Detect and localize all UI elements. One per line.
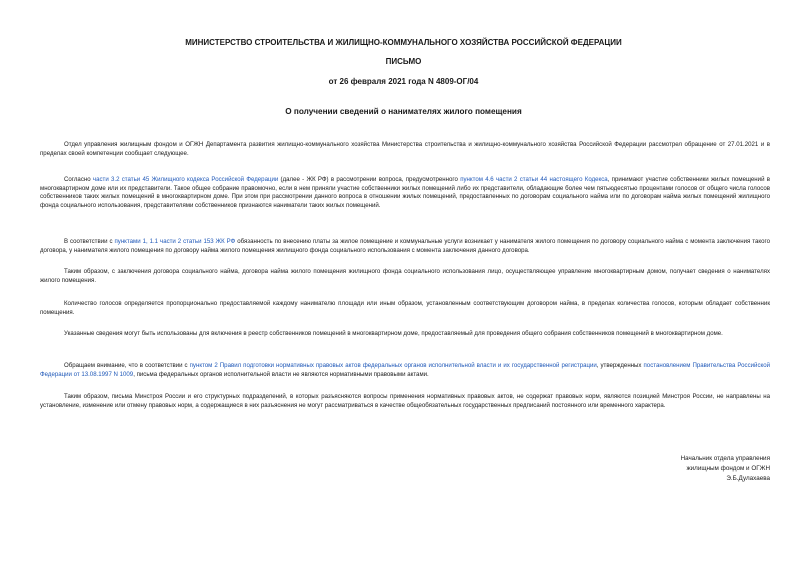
link-article-153[interactable]: пунктами 1, 1.1 части 2 статьи 153 ЖК РФ: [114, 238, 236, 245]
paragraph-conclusion-tenants: Таким образом, с заключения договора социального найма, договора найма жилого помещения жилищного фонда социального использования лицо, осуществляющее управление многоквартирным домом, получает сведения о нанимателях жилого помещения.: [40, 268, 770, 284]
ministry-heading: МИНИСТЕРСТВО СТРОИТЕЛЬСТВА И ЖИЛИЩНО-КОММУНАЛЬНОГО ХОЗЯЙСТВА РОССИЙСКОЙ ФЕДЕРАЦИИ: [185, 38, 622, 47]
signature-name: Э.Б.Дулахаева: [726, 474, 770, 482]
paragraph-text: обязанность по внесению платы за жилое помещение и коммунальные услуги возникает у нанимателя жилого помещения по договору социального найма с момента заключения такого договора, у нанимателя жилого помещения по договору найма жилого помещения жилищного фонда социального использования с момента заключения данного договора.: [40, 238, 771, 254]
document-subject: О получении сведений о нанимателях жилого помещения: [285, 107, 522, 116]
paragraph-article-45: [40, 176, 770, 210]
paragraph-text: (далее - ЖК РФ) в рассмотрении вопроса, предусмотренного: [278, 176, 461, 183]
paragraph-text: , письма федеральных органов исполнительной власти не являются нормативными правовыми актами.: [133, 370, 429, 378]
paragraph-text: , утвержденных: [596, 362, 644, 369]
paragraph-attention: [40, 362, 770, 379]
link-article-44[interactable]: пунктом 4.6 части 2 статьи 44 настоящего Кодекса: [460, 176, 608, 183]
document-date-number: от 26 февраля 2021 года N 4809-ОГ/04: [328, 77, 479, 86]
paragraph-text: Согласно: [64, 176, 93, 183]
signature-block: [681, 454, 770, 483]
signature-position: Начальник отдела управления: [680, 455, 770, 462]
paragraph-article-153: [40, 238, 770, 255]
document-type: ПИСЬМО: [385, 57, 422, 66]
paragraph-final: Таким образом, письма Минстроя России и его структурных подразделений, в которых разъясняются вопросы применения нормативных правовых актов, не содержат правовых норм, являются позицией Минстроя России, не направлены на установление, изменение или отмену правовых норм, а содержащиеся в них разъяснения не могут рассматриваться в качестве общеобязательных государственных предписаний постоянного или временного характера.: [40, 393, 770, 409]
paragraph-text: Обращаем внимание, что в соответствии с: [64, 362, 190, 369]
link-government-decree[interactable]: постановлением Правительства Российской Федерации от 13.08.1997 N 1009: [40, 362, 771, 378]
link-rules-point-2[interactable]: пунктом 2 Правил подготовки нормативных правовых актов федеральных органов исполнительной власти и их государственной регистрации: [189, 362, 597, 369]
signature-department: жилищным фондом и ОГЖН: [686, 464, 770, 472]
paragraph-text: В соответствии с: [64, 238, 115, 245]
paragraph-intro: Отдел управления жилищным фондом и ОГЖН Департамента развития жилищно-коммунального хозяйства Министерства строительства и жилищно-коммунального хозяйства Российской Федерации рассмотрел обращение от 27.01.2021 и в пределах своей компетенции сообщает следующее.: [40, 141, 770, 157]
paragraph-vote-count: Количество голосов определяется пропорционально предоставляемой каждому нанимателю площади или иным образом, установленным соответствующим договором найма, в пределах количества голосов, которым обладает собственник помещения.: [40, 300, 770, 316]
paragraph-text: , принимают участие собственники жилых помещений в многоквартирном доме или их представители. Такое общее собрание правомочно, если в нем приняли участие собственники жилых помещений либо их представители, обладающие более чем пятьюдесятью процентами голосов от общего числа голосов собственников таких жилых помещений в многоквартирном доме. При этом при рассмотрении данного вопроса в отношении жилых помещений, предоставленных по договорам социального найма или по договорам найма жилых помещений жилищного фонда социального использования, представителями собственников признаются наниматели таких жилых помещений.: [40, 176, 771, 209]
paragraph-registry: Указанные сведения могут быть использованы для включения в реестр собственников помещений в многоквартирном доме, предоставляемый для проведения общего собрания собственников помещений в многоквартирном доме.: [64, 330, 723, 337]
link-article-45[interactable]: части 3.2 статьи 45 Жилищного кодекса Российской Федерации: [92, 176, 279, 183]
